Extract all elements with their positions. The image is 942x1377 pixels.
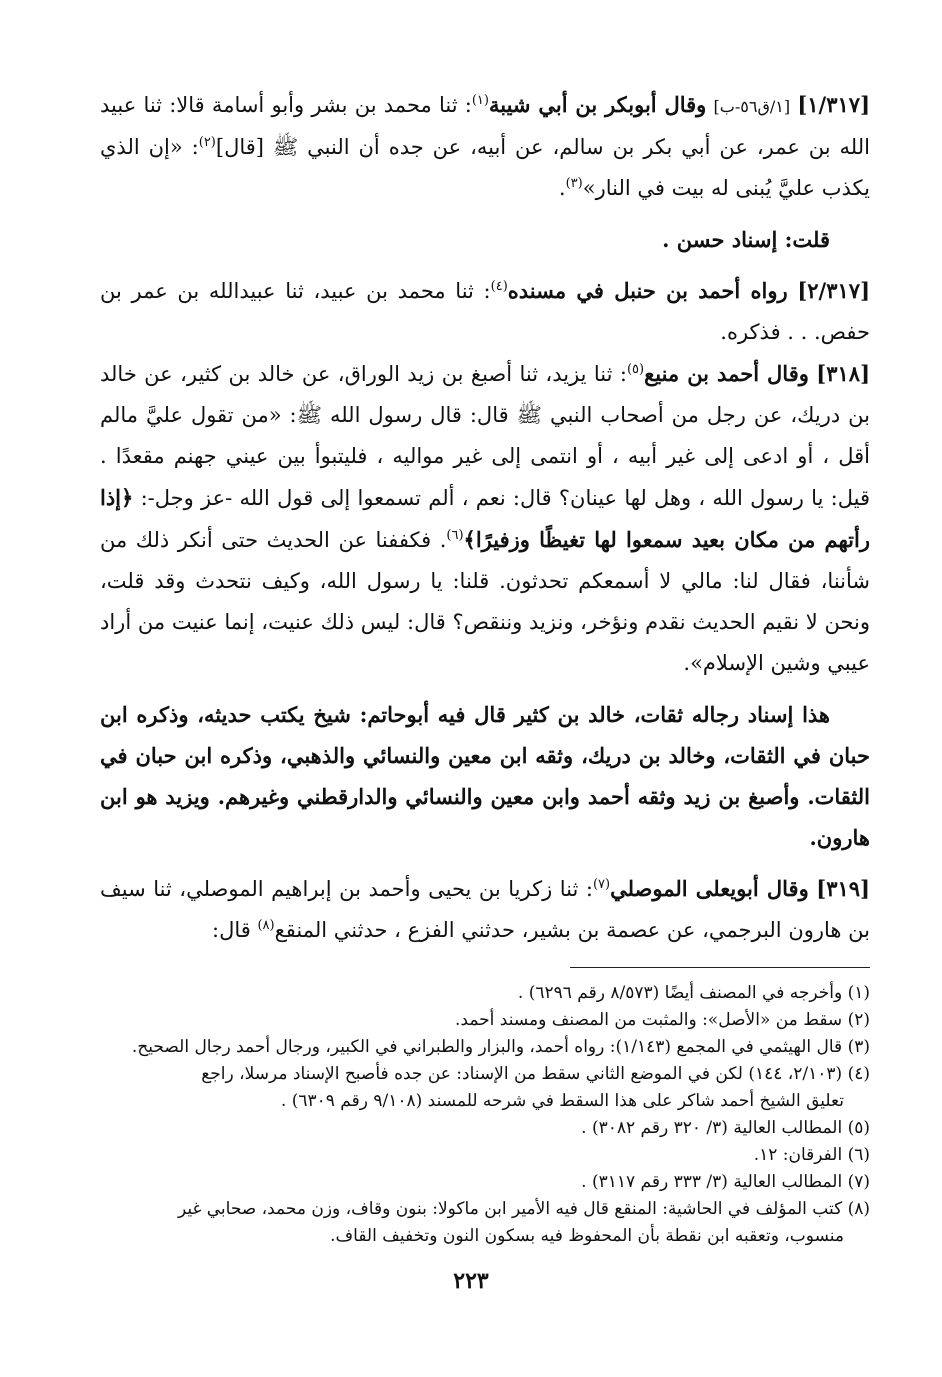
hadith-text: : ثنا محمد بن بشر وأبو أسامة قالا: ثنا عبيد الله بن عمر، عن أبي بكر بن سالم، عن أبيه، عن جده أن النبي ﷺ [قال]	[100, 93, 870, 159]
hadith-text: : ثنا محمد بن عبيد، ثنا عبيدالله بن عمر بن حفص. . . فذكره.	[100, 279, 870, 344]
footnote-continuation: منسوب، وتعقبه ابن نقطة بأن المحفوظ فيه بسكون النون وتخفيف القاف.	[330, 1226, 844, 1246]
footnote-marker: (٦)	[446, 528, 464, 543]
hadith-text: قال:	[212, 918, 258, 942]
hadith-number: [٣١٨]	[816, 361, 870, 386]
narrator-lead: وقال أبويعلى الموصلي	[610, 876, 809, 901]
hadith-text: . فكففنا عن الحديث حتى أنكر ذلك من شأننا، فقال لنا: مالي لا أسمعكم تحدثون. قلنا: يا رسول الله، وكيف نتحدث وقد قلت، ونحن لا نقيم الحديث نقدم ونؤخر، ونزيد وننقص؟ قال: ليس ذلك عنيت، إنما عنيت من أراد عيبي وشين الإسلام».	[100, 528, 870, 675]
narrator-lead: رواه أحمد بن حنبل في مسنده	[507, 278, 788, 303]
footnote-marker: (٤)	[490, 279, 508, 294]
hadith-text: : ثنا يزيد، ثنا أصبغ بن زيد الوراق، عن خالد بن كثير، عن خالد بن دريك، عن رجل من أصحاب النبي ﷺ قال: قال رسول الله ﷺ: «من تقول عليَّ مالم أقل ، أو ادعى إلى غير أبيه ، أو انتمى إلى غير مواليه ، فليتبوأ بين عيني جهنم مقعدًا . قيل: يا رسول الله ، وهل لها عينان؟ قال: نعم ، ألم تسمعوا إلى قول الله -عز وجل-:	[100, 362, 870, 510]
page-number: ٢٢٣	[453, 1268, 489, 1294]
footnote-4-continued	[100, 1088, 870, 1115]
hadith-number: [١/٣١٧]	[797, 92, 870, 117]
hadith-text: .	[558, 176, 566, 200]
quran-verse: ﴿إذا رأتهم من مكان بعيد سمعوا لها تغيظًا وزفيرًا﴾	[100, 485, 870, 552]
narrator-lead: وقال أحمد بن منيع	[644, 361, 809, 386]
footnote-continuation: تعليق الشيخ أحمد شاكر على هذا السقط في شرحه للمسند (٩/١٠٨ رقم ٦٣٠٩) .	[280, 1091, 844, 1111]
footnote-2: (٢) سقط من «الأصل»: والمثبت من المصنف ومسند أحمد.	[455, 1010, 870, 1030]
hadith-number: [٣١٩]	[816, 876, 870, 901]
footnote-marker: (١)	[471, 93, 489, 108]
narrator-lead: وقال أبوبكر بن أبي شيبة	[488, 92, 707, 117]
footnote-marker: (٣)	[565, 176, 583, 191]
footnote-8: (٨) كتب المؤلف في الحاشية: المنقع قال فيه الأمير ابن ماكولا: بنون وقاف، وزن محمد، صحابي غير	[177, 1199, 870, 1219]
hadith-318	[100, 353, 870, 684]
comment-text: قلت: إسناد حسن .	[662, 227, 830, 252]
footnote-6: (٦) الفرقان: ١٢.	[753, 1145, 870, 1165]
footnote-divider	[570, 967, 870, 968]
footnote-5: (٥) المطالب العالية (٣/ ٣٢٠ رقم ٣٠٨٢) .	[581, 1118, 870, 1138]
footnote-marker: (٥)	[626, 362, 645, 377]
manuscript-ref: [١/ق٥٦-ب]	[713, 97, 791, 116]
comment-text: هذا إسناد رجاله ثقات، خالد بن كثير قال فيه أبوحاتم: شيخ يكتب حديثه، وذكره ابن حبان في الثقات، وخالد بن دريك، وثقه ابن معين والنسائي والذهبي، وذكره ابن حبان في الثقات. وأصبغ بن زيد وثقه أحمد وابن معين والنسائي والدارقطني وغيرهم. ويزيد هو ابن هارون.	[100, 702, 870, 850]
footnotes	[100, 980, 870, 1250]
hadith-317-1	[100, 84, 870, 209]
author-comment-isnad	[100, 219, 870, 260]
footnote-marker: (٨)	[257, 918, 275, 933]
hadith-text: : «إن الذي يكذب عليَّ يُبنى له بيت في النار»	[100, 135, 870, 200]
footnote-marker: (٢)	[198, 135, 216, 150]
footnote-7: (٧) المطالب العالية (٣/ ٣٣٣ رقم ٣١١٧) .	[581, 1172, 870, 1192]
hadith-number: [٢/٣١٧]	[797, 278, 870, 303]
footnote-marker: (٧)	[592, 877, 611, 892]
hadith-text: : ثنا زكريا بن يحيى وأحمد بن إبراهيم الموصلي، ثنا سيف بن هارون البرجمي، عن عصمة بن بشير، حدثني الفزع ، حدثني المنقع	[100, 877, 870, 942]
hadith-317-2	[100, 270, 870, 353]
footnote-3: (٣) قال الهيثمي في المجمع (١/١٤٣): رواه أحمد، والبزار والطبراني في الكبير، ورجال أحمد رجال الصحيح.	[131, 1037, 870, 1057]
footnote-4: (٤) (٢/١٠٣، ١٤٤) لكن في الموضع الثاني سقط من الإسناد: عن جده فأصبح الإسناد مرسلا، راجع	[201, 1064, 870, 1084]
footnote-1: (١) وأخرجه في المصنف أيضًا (٨/٥٧٣ رقم ٦٢٩٦) .	[517, 983, 870, 1003]
author-comment-narrators	[100, 694, 870, 858]
footnote-8-continued	[100, 1223, 870, 1250]
hadith-319	[100, 868, 870, 951]
